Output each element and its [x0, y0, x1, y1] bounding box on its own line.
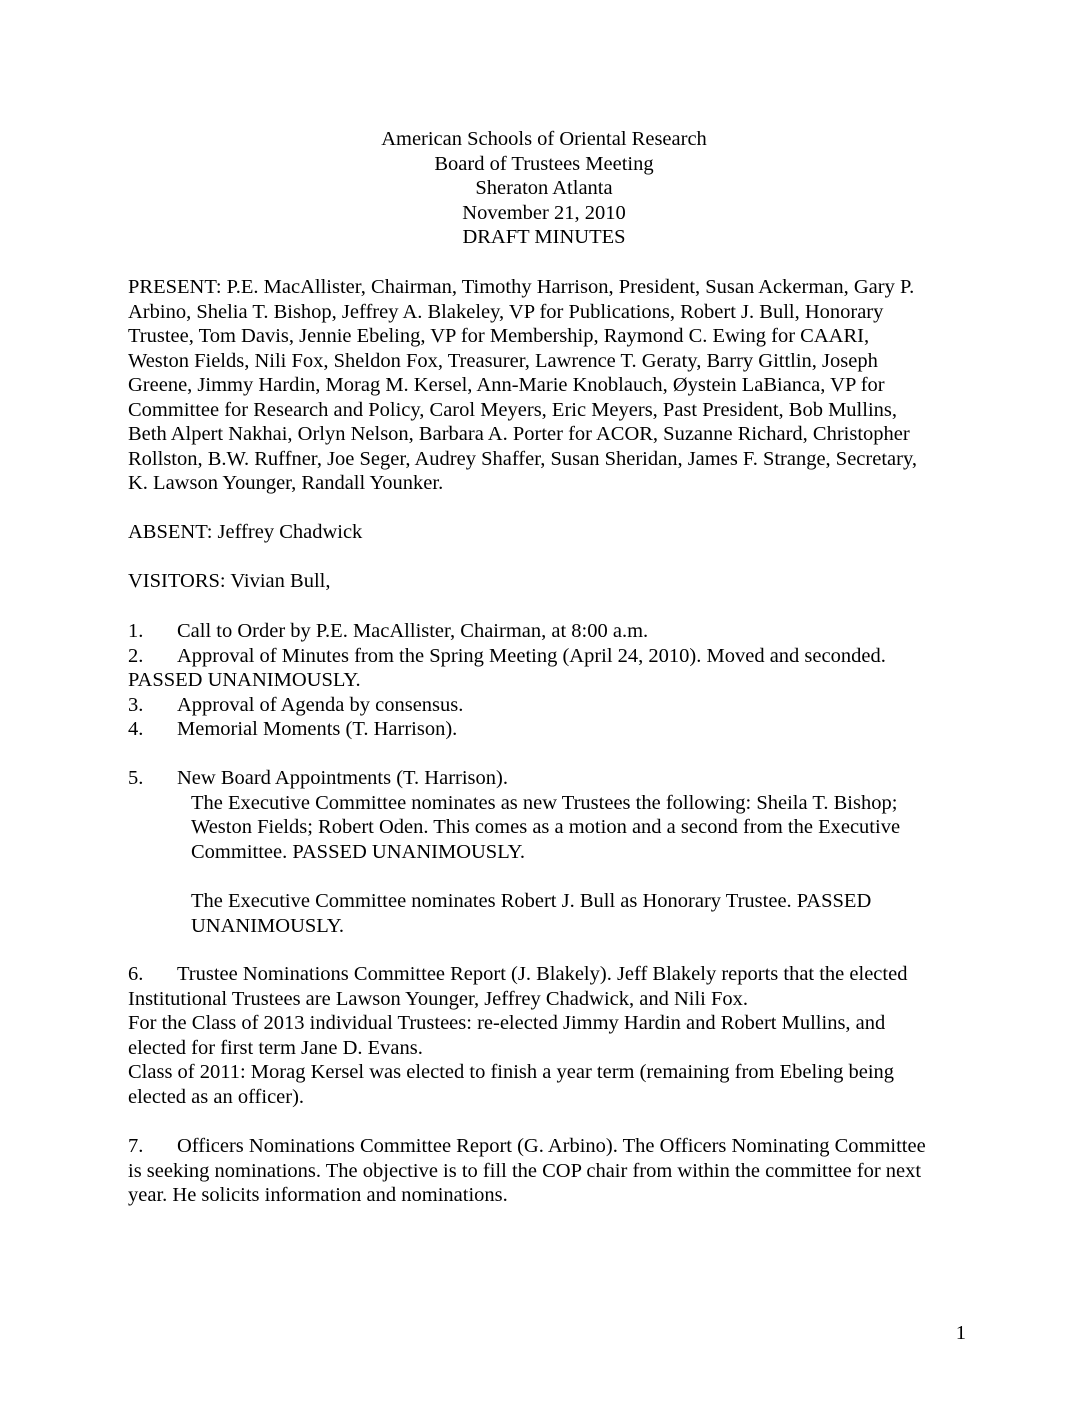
page-number: 1 — [955, 1322, 966, 1344]
document-status: DRAFT MINUTES — [462, 226, 626, 248]
agenda-item-5-paragraph-2 — [128, 889, 978, 938]
item-number: 2. — [128, 644, 144, 667]
item-7-line: is seeking nominations. The objective is to fill the COP chair from within the committee for next — [128, 1159, 922, 1182]
agenda-item-3 — [128, 693, 978, 718]
present-attendees — [128, 275, 978, 496]
agenda-item-7-heading — [128, 1134, 978, 1159]
item-7-line: year. He solicits information and nominations. — [128, 1184, 508, 1206]
item-text: Officers Nominations Committee Report (G. Arbino). The Officers Nominating Committee — [177, 1135, 926, 1157]
present-line: Greene, Jimmy Hardin, Morag M. Kersel, Ann-Marie Knoblauch, Øystein LaBianca, VP for — [128, 374, 885, 396]
agenda-item-2 — [128, 644, 978, 669]
item-5-paragraph-2-line: UNANIMOUSLY. — [191, 914, 345, 937]
item-6-line: Class of 2011: Morag Kersel was elected to finish a year term (remaining from Ebeling being — [128, 1061, 895, 1083]
absent-line: ABSENT: Jeffrey Chadwick — [128, 521, 363, 543]
item-5-paragraph-1-line: The Executive Committee nominates as new Trustees the following: Sheila T. Bishop; — [191, 791, 898, 814]
document-header — [0, 127, 1088, 250]
item-5-paragraph-1-line: Committee. PASSED UNANIMOUSLY. — [191, 840, 525, 863]
present-line: Weston Fields, Nili Fox, Sheldon Fox, Treasurer, Lawrence T. Geraty, Barry Gittlin, Joseph — [128, 349, 878, 372]
item-number: 6. — [128, 963, 144, 985]
item-6-line: Institutional Trustees are Lawson Younger, Jeffrey Chadwick, and Nili Fox. — [128, 987, 749, 1010]
agenda-item-7 — [128, 1134, 978, 1208]
item-6-line: elected as an officer). — [128, 1085, 305, 1108]
item-number: 4. — [128, 718, 144, 740]
item-text: Memorial Moments (T. Harrison). — [177, 718, 458, 740]
present-line: Arbino, Shelia T. Bishop, Jeffrey A. Blakeley, VP for Publications, Robert J. Bull, Honorary — [128, 300, 884, 323]
agenda-item-5 — [128, 766, 978, 864]
agenda-item-4 — [128, 717, 978, 742]
item-text: Trustee Nominations Committee Report (J. Blakely). Jeff Blakely reports that the elected — [177, 963, 908, 985]
item-text: New Board Appointments (T. Harrison). — [177, 767, 508, 789]
item-text: Call to Order by P.E. MacAllister, Chairman, at 8:00 a.m. — [177, 620, 649, 642]
item-text: Approval of Minutes from the Spring Meeting (April 24, 2010). Moved and seconded. — [177, 644, 886, 667]
agenda-items-1-4 — [128, 619, 978, 742]
present-line: PRESENT: P.E. MacAllister, Chairman, Timothy Harrison, President, Susan Ackerman, Gary P. — [128, 276, 915, 298]
visitors — [128, 569, 978, 594]
meeting-date: November 21, 2010 — [462, 201, 626, 224]
present-line: K. Lawson Younger, Randall Younker. — [128, 472, 444, 494]
present-line: Rollston, B.W. Ruffner, Joe Seger, Audrey Shaffer, Susan Sheridan, James F. Strange, Secretary, — [128, 447, 917, 470]
absent-attendees — [128, 520, 978, 545]
meeting-title: Board of Trustees Meeting — [434, 152, 654, 175]
present-line: Trustee, Tom Davis, Jennie Ebeling, VP for Membership, Raymond C. Ewing for CAARI, — [128, 325, 870, 347]
item-5-paragraph-1-line: Weston Fields; Robert Oden. This comes as a motion and a second from the Executive — [191, 816, 901, 838]
item-number: 1. — [128, 620, 144, 642]
visitors-line: VISITORS: Vivian Bull, — [128, 570, 331, 592]
agenda-item-1 — [128, 619, 978, 644]
item-5-paragraph-2-line: The Executive Committee nominates Robert J. Bull as Honorary Trustee. PASSED — [191, 890, 872, 912]
item-6-line: For the Class of 2013 individual Trustees: re-elected Jimmy Hardin and Robert Mullins, and — [128, 1012, 886, 1034]
agenda-item-6-heading — [128, 962, 978, 987]
agenda-item-6 — [128, 962, 978, 1109]
agenda-item-5-heading — [128, 766, 978, 791]
item-number: 7. — [128, 1135, 144, 1157]
item-number: 5. — [128, 767, 144, 789]
item-number: 3. — [128, 693, 144, 716]
present-line: Beth Alpert Nakhai, Orlyn Nelson, Barbara A. Porter for ACOR, Suzanne Richard, Christopher — [128, 423, 910, 445]
item-6-line: elected for first term Jane D. Evans. — [128, 1036, 423, 1059]
agenda-item-2-continuation: PASSED UNANIMOUSLY. — [128, 669, 361, 691]
organization-name: American Schools of Oriental Research — [381, 128, 707, 150]
item-text: Approval of Agenda by consensus. — [177, 693, 464, 716]
meeting-location: Sheraton Atlanta — [475, 177, 613, 199]
present-line: Committee for Research and Policy, Carol Meyers, Eric Meyers, Past President, Bob Mullins, — [128, 398, 897, 421]
